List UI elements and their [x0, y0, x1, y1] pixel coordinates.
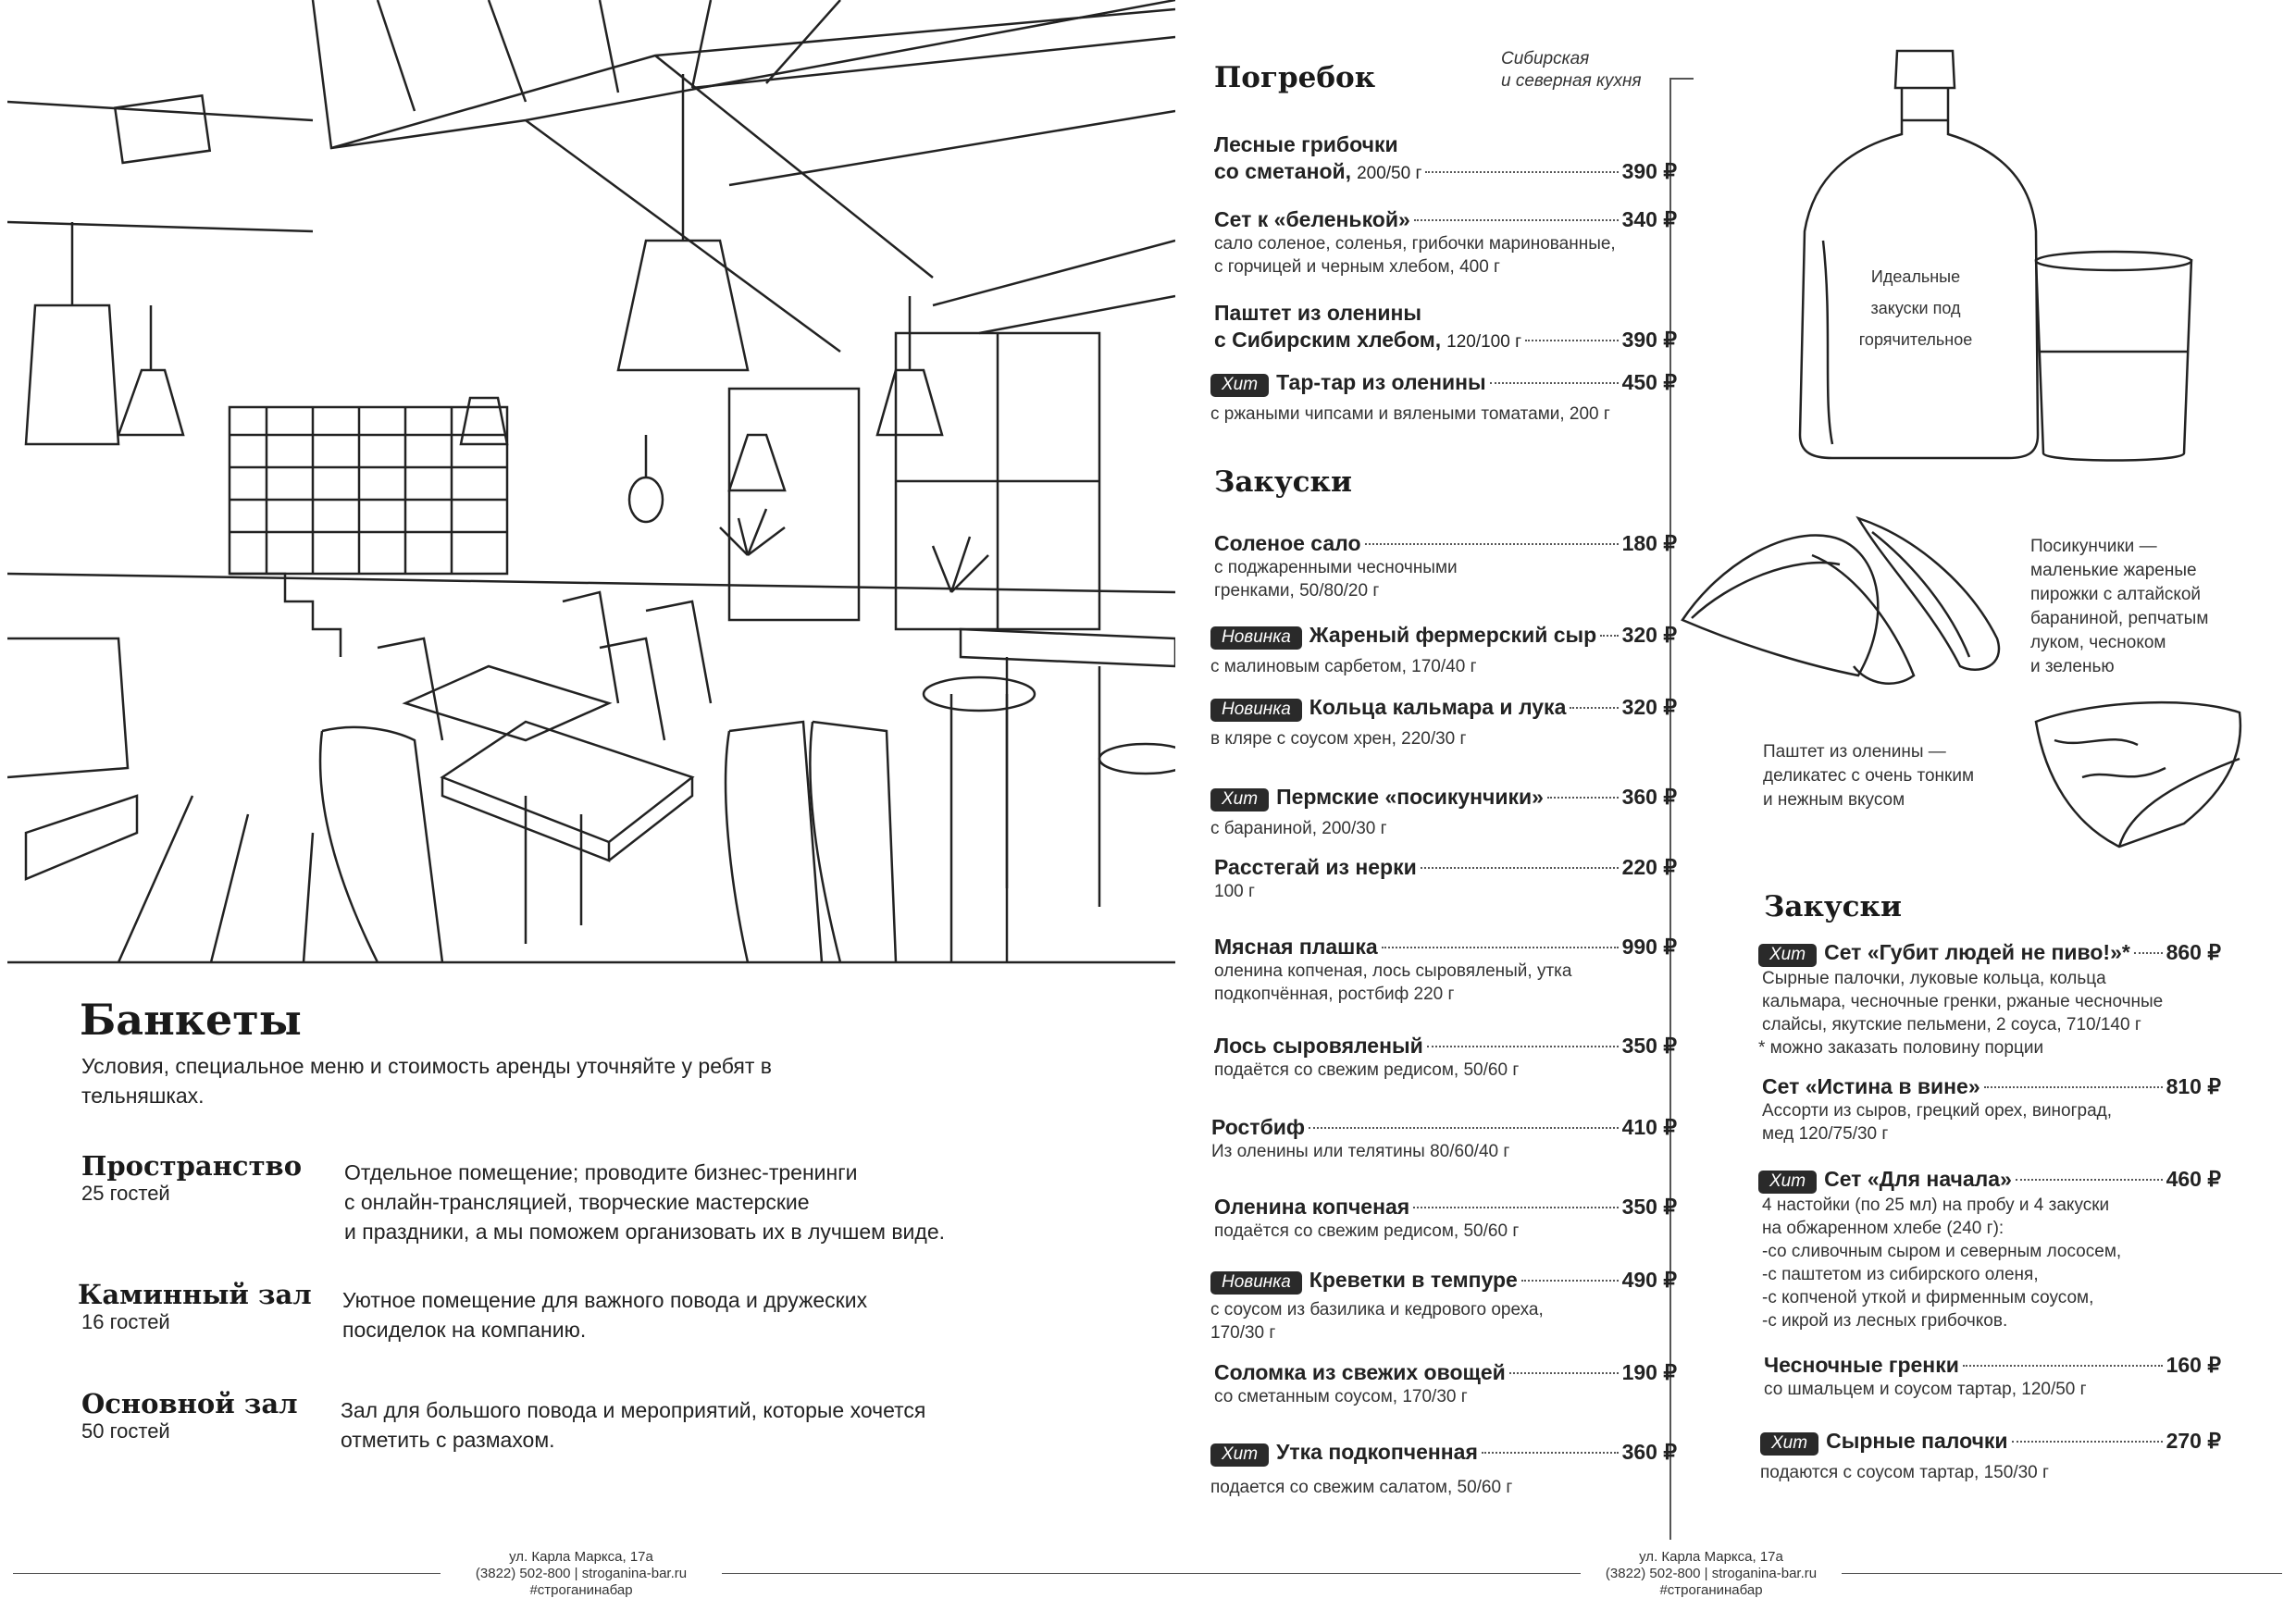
item-description: гренками, 50/80/20 г	[1214, 581, 1380, 601]
item-description: подкопчённая, ростбиф 220 г	[1214, 985, 1455, 1004]
dot-leader	[1427, 1046, 1619, 1047]
cuisine-note	[1501, 48, 1642, 93]
footer-address: ул. Карла Маркса, 17а	[509, 1549, 653, 1565]
item-name: Расстегай из нерки	[1214, 855, 1417, 879]
space-description-line: и праздники, а мы поможем организовать их в лучшем виде.	[344, 1220, 946, 1244]
item-weight: 200/50 г	[1357, 164, 1422, 183]
badge-new: Новинка	[1210, 699, 1302, 722]
space-description	[342, 1285, 867, 1344]
badge-new: Новинка	[1210, 626, 1302, 650]
item-name: со сметаной,	[1214, 159, 1352, 183]
dot-leader	[1365, 543, 1619, 545]
pate-caption	[1763, 740, 1974, 812]
menu-item	[1211, 1115, 1677, 1163]
footer-hashtag: #строганинабар	[1659, 1582, 1763, 1598]
section-title-pogrebok: Погребок	[1214, 61, 1376, 94]
footer-left	[441, 1549, 722, 1599]
item-price: 390 ₽	[1621, 159, 1677, 183]
space-item	[78, 1279, 312, 1334]
item-description: Из оленины или телятины 80/60/40 г	[1211, 1142, 1510, 1161]
item-name: Лось сыровяленый	[1214, 1034, 1423, 1058]
item-description: сало соленое, соленья, грибочки маринованные,	[1214, 234, 1616, 254]
item-description: с бараниной, 200/30 г	[1210, 819, 1387, 838]
item-price: 450 ₽	[1621, 370, 1677, 394]
item-price: 390 ₽	[1621, 328, 1677, 352]
item-name: Сет к «беленькой»	[1214, 207, 1410, 231]
menu-item	[1210, 1268, 1677, 1344]
dot-leader	[1570, 707, 1618, 709]
footer-rule	[1842, 1573, 2282, 1574]
item-name: Кольца кальмара и лука	[1309, 695, 1567, 719]
item-description: с поджаренными чесночными	[1214, 558, 1458, 577]
bottle-caption	[1851, 261, 1980, 355]
space-guests: 50 гостей	[81, 1419, 170, 1443]
badge-hit: Хит	[1210, 1443, 1269, 1467]
item-description: со шмальцем и соусом тартар, 120/50 г	[1764, 1380, 2087, 1399]
dot-leader	[1547, 797, 1619, 799]
badge-hit: Хит	[1210, 374, 1269, 397]
menu-item	[1214, 531, 1677, 602]
caption-line: и зеленью	[2030, 657, 2115, 676]
space-description-line: Отдельное помещение; проводите бизнес-тренинги	[344, 1160, 858, 1184]
space-description	[341, 1395, 925, 1455]
banquets-title: Банкеты	[80, 995, 302, 1045]
item-name: Сет «Для начала»	[1824, 1167, 2012, 1191]
dot-leader	[1521, 1280, 1619, 1282]
menu-item	[1214, 130, 1677, 184]
item-name: Утка подкопченная	[1276, 1440, 1478, 1464]
item-description: в кляре с соусом хрен, 220/30 г	[1210, 729, 1467, 749]
caption-line: закуски под	[1870, 299, 1961, 317]
item-weight: 120/100 г	[1446, 332, 1522, 352]
pate-illustration	[2027, 694, 2249, 851]
item-description: мед 120/75/30 г	[1762, 1124, 1889, 1144]
item-price: 350 ₽	[1621, 1195, 1677, 1219]
section-title-zakuski: Закуски	[1764, 890, 1902, 923]
item-price: 350 ₽	[1621, 1034, 1677, 1058]
item-description: с ржаными чипсами и вялеными томатами, 200 г	[1210, 404, 1610, 424]
caption-line: Посикунчики —	[2030, 537, 2157, 556]
item-price: 270 ₽	[2166, 1429, 2221, 1453]
menu-item	[1214, 1360, 1677, 1408]
dot-leader	[1309, 1127, 1619, 1129]
item-price: 860 ₽	[2166, 940, 2221, 964]
item-name: Соломка из свежих овощей	[1214, 1360, 1506, 1384]
footer-rule	[722, 1573, 1581, 1574]
badge-hit: Хит	[1760, 1432, 1818, 1456]
item-name: Сет «Истина в вине»	[1762, 1074, 1980, 1098]
item-name: Креветки в темпуре	[1309, 1268, 1518, 1292]
item-description: 4 настойки (по 25 мл) на пробу и 4 закуски	[1762, 1196, 2110, 1215]
space-description	[344, 1158, 945, 1246]
item-name: Чесночные гренки	[1764, 1353, 1959, 1377]
footer-right	[1581, 1549, 1842, 1599]
item-description: 100 г	[1214, 882, 1255, 901]
caption-line: горячительное	[1858, 330, 1973, 349]
dot-leader	[2016, 1179, 2163, 1181]
footer-rule	[13, 1573, 441, 1574]
caption-line: Паштет из оленины —	[1763, 742, 1946, 762]
space-name: Каминный зал	[78, 1279, 312, 1310]
menu-item	[1210, 695, 1677, 750]
item-description: -со сливочным сыром и северным лососем,	[1762, 1242, 2122, 1261]
item-name: Тар-тар из оленины	[1276, 370, 1486, 394]
menu-item	[1210, 1440, 1677, 1499]
item-name: Оленина копченая	[1214, 1195, 1410, 1219]
item-description: -с копченой уткой и фирменным соусом,	[1762, 1288, 2094, 1307]
caption-line: Идеальные	[1870, 267, 1961, 286]
footer-contacts: (3822) 502-800 | stroganina-bar.ru	[475, 1566, 688, 1581]
item-name: Сет «Губит людей не пиво!»*	[1824, 940, 2130, 964]
item-description: подается со свежим салатом, 50/60 г	[1210, 1478, 1513, 1497]
item-price: 340 ₽	[1621, 207, 1677, 231]
dot-leader	[1421, 867, 1619, 869]
item-description: с горчицей и черным хлебом, 400 г	[1214, 257, 1500, 277]
space-item	[81, 1150, 302, 1206]
footer-hashtag: #строганинабар	[529, 1582, 633, 1598]
caption-line: и нежным вкусом	[1763, 790, 1905, 810]
item-description: со сметанным соусом, 170/30 г	[1214, 1387, 1468, 1406]
dot-leader	[1482, 1452, 1619, 1454]
menu-item	[1758, 940, 2221, 1059]
item-price: 320 ₽	[1621, 695, 1677, 719]
menu-item	[1764, 1353, 2221, 1401]
space-description-line: Зал для большого повода и мероприятий, которые хочется	[341, 1398, 926, 1422]
item-description: подаётся со свежим редисом, 50/60 г	[1214, 1060, 1520, 1080]
dot-leader	[1382, 947, 1619, 948]
menu-item	[1214, 935, 1677, 1006]
dot-leader	[1509, 1372, 1619, 1374]
space-guests: 16 гостей	[81, 1310, 170, 1333]
menu-item	[1762, 1074, 2221, 1146]
item-description: кальмара, чесночные гренки, ржаные чесночные	[1762, 992, 2164, 1011]
menu-item	[1214, 1195, 1677, 1243]
banquets-intro: Условия, специальное меню и стоимость аренды уточняйте у ребят в тельняшках.	[81, 1054, 772, 1108]
item-description: 170/30 г	[1210, 1323, 1276, 1343]
posikunchiki-illustration	[1673, 500, 2016, 694]
restaurant-interior-illustration	[7, 0, 1175, 972]
item-description: Сырные палочки, луковые кольца, кольца	[1762, 969, 2106, 988]
section-title-zakuski: Закуски	[1214, 465, 1352, 499]
dot-leader	[2012, 1441, 2163, 1443]
caption-line: маленькие жареные	[2030, 561, 2197, 580]
item-description: оленина копченая, лось сыровяленый, утка	[1214, 961, 1572, 981]
item-description: -с икрой из лесных грибочков.	[1762, 1311, 2008, 1331]
space-name: Основной зал	[81, 1388, 298, 1419]
dot-leader	[1425, 171, 1618, 173]
item-footnote: * можно заказать половину порции	[1758, 1038, 2044, 1058]
item-description: Ассорти из сыров, грецкий орех, виноград,	[1762, 1101, 2113, 1121]
badge-hit: Хит	[1210, 788, 1269, 812]
item-price: 990 ₽	[1621, 935, 1677, 959]
item-price: 360 ₽	[1621, 785, 1677, 809]
footer-contacts: (3822) 502-800 | stroganina-bar.ru	[1605, 1566, 1818, 1581]
menu-item	[1214, 855, 1677, 903]
item-price: 220 ₽	[1621, 855, 1677, 879]
dot-leader	[2134, 952, 2163, 954]
menu-item	[1210, 785, 1677, 840]
space-description-line: с онлайн-трансляцией, творческие мастерские	[344, 1190, 810, 1214]
item-name: Ростбиф	[1211, 1115, 1306, 1139]
item-name: с Сибирским хлебом,	[1214, 328, 1442, 352]
item-price: 810 ₽	[2166, 1074, 2221, 1098]
dot-leader	[1525, 340, 1619, 341]
item-description: с малиновым сарбетом, 170/40 г	[1210, 657, 1477, 676]
column-divider-cap	[1671, 78, 1694, 80]
bottle-and-glass-illustration	[1795, 46, 2203, 463]
item-description: на обжаренном хлебе (240 г):	[1762, 1219, 2004, 1238]
item-price: 460 ₽	[2166, 1167, 2221, 1191]
badge-new: Новинка	[1210, 1271, 1302, 1295]
item-price: 490 ₽	[1621, 1268, 1677, 1292]
item-price: 160 ₽	[2166, 1353, 2221, 1377]
menu-item	[1214, 207, 1677, 279]
item-name: Лесные грибочки	[1214, 132, 1398, 156]
item-name: Соленое сало	[1214, 531, 1361, 555]
dot-leader	[1414, 219, 1619, 221]
item-price: 320 ₽	[1621, 623, 1677, 647]
posikunchiki-caption	[2030, 535, 2208, 679]
menu-item	[1758, 1167, 2221, 1332]
item-description: слайсы, якутские пельмени, 2 соуса, 710/140 г	[1762, 1015, 2141, 1035]
cuisine-note-line: и северная кухня	[1501, 71, 1642, 91]
dot-leader	[1490, 382, 1619, 384]
dot-leader	[1963, 1365, 2163, 1367]
space-description-line: Уютное помещение для важного повода и дружеских	[342, 1288, 868, 1312]
space-description-line: отметить с размахом.	[341, 1428, 555, 1452]
item-price: 180 ₽	[1621, 531, 1677, 555]
menu-item	[1214, 298, 1677, 353]
item-name: Пермские «посикунчики»	[1276, 785, 1544, 809]
item-name: Мясная плашка	[1214, 935, 1378, 959]
dot-leader	[1413, 1207, 1618, 1208]
dot-leader	[1600, 635, 1618, 637]
item-price: 360 ₽	[1621, 1440, 1677, 1464]
menu-item	[1760, 1429, 2221, 1484]
menu-item	[1214, 1034, 1677, 1082]
item-description: с соусом из базилика и кедрового ореха,	[1210, 1300, 1544, 1319]
item-name: Паштет из оленины	[1214, 301, 1422, 325]
caption-line: пирожки с алтайской	[2030, 585, 2202, 604]
footer-address: ул. Карла Маркса, 17а	[1639, 1549, 1783, 1565]
space-guests: 25 гостей	[81, 1182, 170, 1205]
item-price: 410 ₽	[1621, 1115, 1677, 1139]
item-name: Сырные палочки	[1826, 1429, 2008, 1453]
space-item	[81, 1388, 298, 1443]
space-name: Пространство	[81, 1150, 303, 1182]
cuisine-note-line: Сибирская	[1501, 49, 1590, 68]
item-price: 190 ₽	[1621, 1360, 1677, 1384]
badge-hit: Хит	[1758, 944, 1817, 967]
item-description: подаётся со свежим редисом, 50/60 г	[1214, 1221, 1520, 1241]
dot-leader	[1984, 1086, 2163, 1088]
caption-line: луком, чесноком	[2030, 633, 2166, 652]
caption-line: бараниной, репчатым	[2030, 609, 2209, 628]
menu-item	[1210, 370, 1677, 426]
item-name: Жареный фермерский сыр	[1309, 623, 1597, 647]
badge-hit: Хит	[1758, 1171, 1817, 1194]
menu-item	[1210, 623, 1677, 678]
item-description: -с паштетом из сибирского оленя,	[1762, 1265, 2039, 1284]
item-description: подаются с соусом тартар, 150/30 г	[1760, 1463, 2049, 1482]
caption-line: деликатес с очень тонким	[1763, 766, 1975, 786]
space-description-line: посиделок на компанию.	[342, 1318, 587, 1342]
